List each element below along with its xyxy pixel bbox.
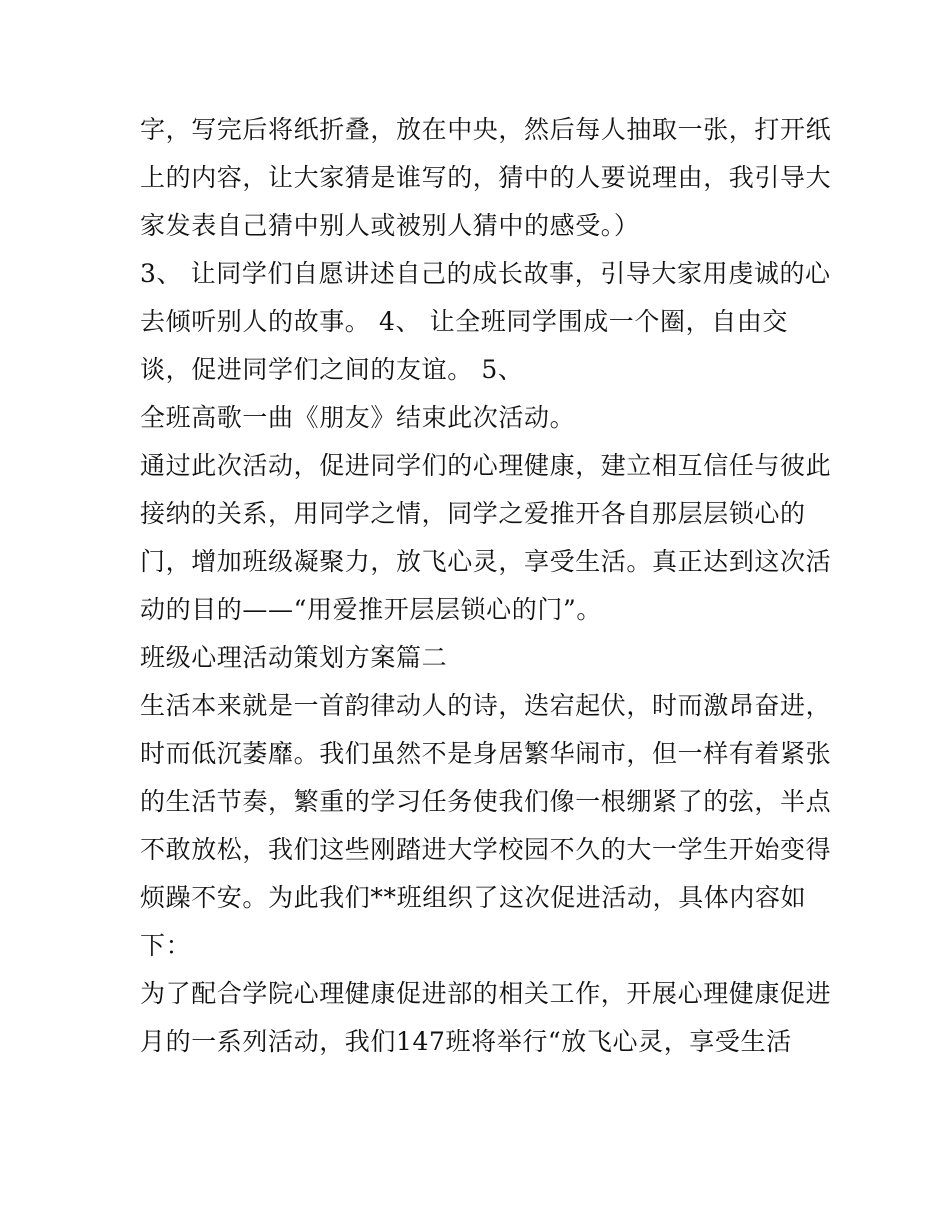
text-line: 去倾听别人的故事。 4、 让全班同学围成一个圈，自由交: [140, 307, 789, 336]
text-line: 不敢放松，我们这些刚踏进大学校园不久的大一学生开始变得: [140, 835, 832, 864]
text-line: 为了配合学院心理健康促进部的相关工作，开展心理健康促进: [140, 979, 832, 1008]
section-heading: 班级心理活动策划方案篇二: [140, 643, 448, 672]
text-line: 烦躁不安。为此我们**班组织了这次促进活动，具体内容如: [140, 883, 807, 912]
text-line: 家发表自己猜中别人或被别人猜中的感受。）: [140, 211, 640, 240]
text-line: 通过此次活动，促进同学们的心理健康，建立相互信任与彼此: [140, 451, 832, 480]
text-line: 谈，促进同学们之间的友谊。 5、: [140, 355, 524, 384]
text-line: 全班高歌一曲《朋友》结束此次活动。: [140, 403, 576, 432]
text-line: 时而低沉萎靡。我们虽然不是身居繁华闹市，但一样有着紧张: [140, 739, 832, 768]
body-text: [140, 106, 832, 1066]
text-line: 接纳的关系，用同学之情，同学之爱推开各自那层层锁心的: [140, 499, 806, 528]
text-line: 字，写完后将纸折叠，放在中央，然后每人抽取一张，打开纸: [140, 115, 832, 144]
text-line: 动的目的——“用爱推开层层锁心的门”。: [140, 595, 602, 624]
text-line: 门，增加班级凝聚力，放飞心灵，享受生活。真正达到这次活: [140, 547, 832, 576]
text-line: 3、 让同学们自愿讲述自己的成长故事，引导大家用虔诚的心: [140, 259, 831, 288]
text-line: 的生活节奏，繁重的学习任务使我们像一根绷紧了的弦，半点: [140, 787, 832, 816]
text-line: 下：: [140, 931, 192, 960]
text-line: 上的内容，让大家猜是谁写的，猜中的人要说理由，我引导大: [140, 163, 832, 192]
text-line: 月的一系列活动，我们147班将举行“放飞心灵，享受生活: [140, 1027, 792, 1056]
text-line: 生活本来就是一首韵律动人的诗，迭宕起伏，时而激昂奋进，: [140, 691, 832, 720]
